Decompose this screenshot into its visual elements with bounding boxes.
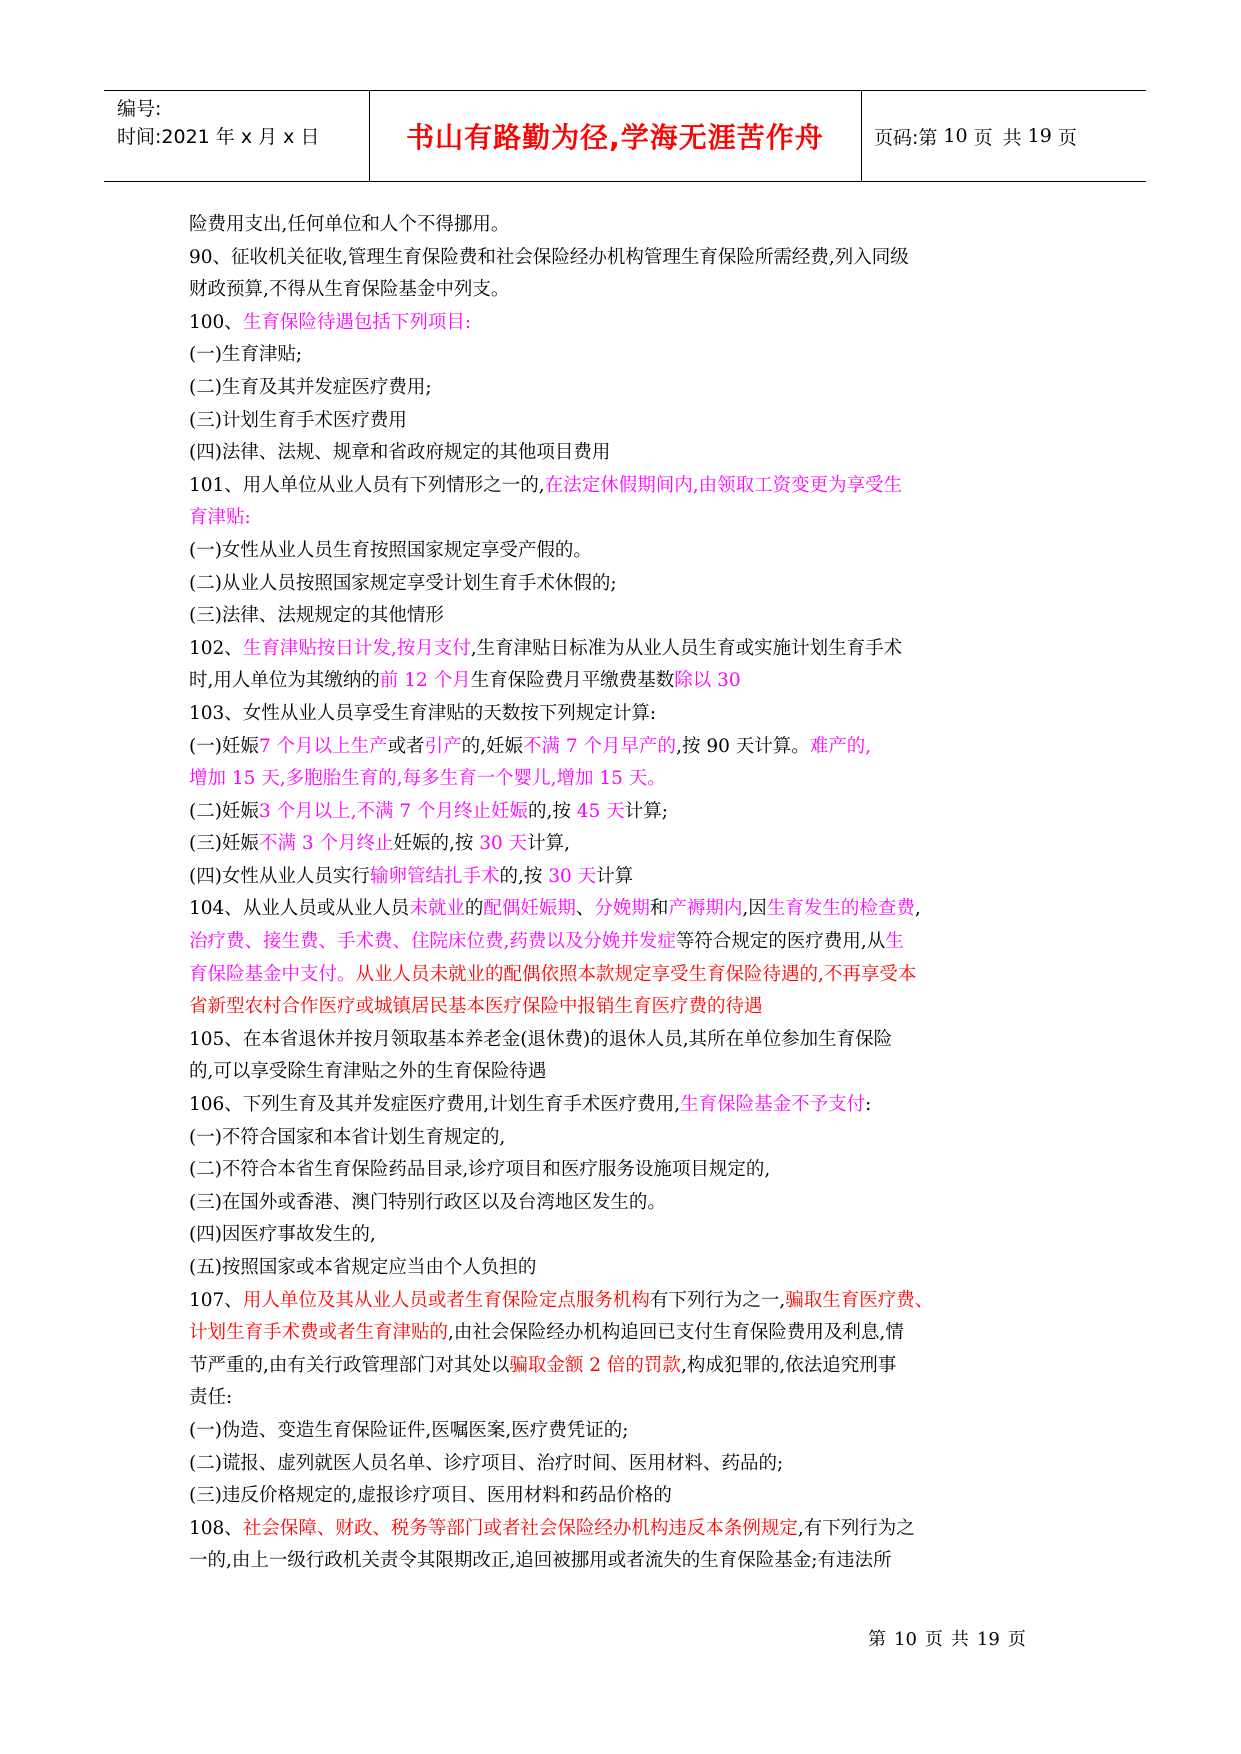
- text-line: [189, 1317, 1064, 1350]
- text-segment: 的: [464, 898, 484, 920]
- text-line: [189, 991, 1064, 1024]
- text-line: [189, 1448, 1064, 1481]
- text-segment: (三)计划生育手术医疗费用: [189, 409, 407, 431]
- text-segment: ,按 90 天计算。: [676, 735, 810, 757]
- highlighted-text: 生: [885, 931, 904, 953]
- text-line: [189, 274, 1064, 307]
- text-segment: (二)生育及其并发症医疗费用;: [189, 376, 432, 398]
- text-segment: (四)因医疗事故发生的,: [189, 1224, 376, 1246]
- highlighted-text: 治疗费、接生费、手术费、住院床位费,药费以及分娩并发症: [189, 931, 676, 953]
- text-segment: (四)女性从业人员实行: [189, 865, 370, 887]
- text-line: [189, 600, 1064, 633]
- highlighted-text: 除以 30: [674, 670, 741, 692]
- highlighted-text: 增加 15 天,多胞胎生育的,每多生育一个婴儿,增加 15 天。: [189, 768, 666, 790]
- text-line: [189, 1154, 1064, 1187]
- footer-mid: 页: [924, 1629, 943, 1650]
- footer-current: 10: [894, 1629, 917, 1650]
- text-line: [189, 1480, 1064, 1513]
- text-line: [189, 1285, 1064, 1318]
- text-segment: 107、: [189, 1289, 243, 1311]
- highlighted-text: 分娩期: [594, 898, 650, 920]
- text-segment: 的,按: [499, 865, 549, 887]
- text-line: [189, 959, 1064, 992]
- highlighted-text: 从业人员未就业的配偶依照本款规定享受生育保险待遇的,不再享受本: [355, 963, 917, 985]
- text-segment: 或者: [387, 735, 425, 757]
- text-line: [189, 372, 1064, 405]
- text-segment: (三)违反价格规定的,虚报诊疗项目、医用材料和药品价格的: [189, 1485, 672, 1507]
- footer-total-prefix: 共: [950, 1629, 969, 1650]
- text-segment: ,: [914, 898, 921, 920]
- text-segment: 险费用支出,任何单位和人个不得挪用。: [189, 214, 510, 235]
- document-time-label: 时间:2021 年 x 月 x 日: [117, 126, 320, 148]
- highlighted-text: 省新型农村合作医疗或城镇居民基本医疗保险中报销生育医疗费的待遇: [189, 996, 763, 1018]
- text-segment: ,因: [742, 898, 767, 920]
- header-divider-right: [861, 91, 862, 181]
- text-segment: 有下列行为之一,: [649, 1289, 786, 1311]
- highlighted-text: 骗取金额 2 倍的罚款: [509, 1354, 681, 1376]
- text-segment: (五)按照国家或本省规定应当由个人负担的: [189, 1257, 537, 1278]
- text-segment: 90、征收机关征收,管理生育保险费和社会保险经办机构管理生育保险所需经费,列入同级: [189, 246, 909, 268]
- highlighted-text: 生育保险待遇包括下列项目:: [242, 311, 472, 333]
- text-line: [189, 1187, 1064, 1220]
- text-segment: 103、女性从业人员享受生育津贴的天数按下列规定计算:: [189, 702, 657, 724]
- text-line: [189, 1219, 1064, 1252]
- text-segment: (二)妊娠: [189, 800, 259, 822]
- footer-prefix: 第: [868, 1629, 886, 1650]
- highlighted-text: 配偶妊娠期: [483, 898, 576, 920]
- page-footer: [868, 1625, 1034, 1651]
- header-motto: 书山有路勤为径,学海无涯苦作舟: [406, 121, 824, 154]
- text-line: [189, 242, 1064, 275]
- text-segment: 108、: [189, 1517, 243, 1539]
- text-line: [189, 1350, 1064, 1383]
- text-line: [189, 926, 1064, 959]
- text-segment: 财政预算,不得从生育保险基金中列支。: [189, 279, 510, 301]
- highlighted-text: 3 个月以上,不满 7 个月终止妊娠: [258, 800, 529, 822]
- text-segment: 104、从业人员或从业人员: [189, 898, 410, 920]
- highlighted-text: 输卵管结扎手术: [369, 865, 500, 887]
- text-segment: 的,可以享受除生育津贴之外的生育保险待遇: [189, 1061, 547, 1083]
- highlighted-text: 难产的,: [809, 735, 872, 757]
- text-segment: :: [865, 1094, 872, 1116]
- text-segment: 101、用人单位从业人员有下列情形之一的,: [189, 474, 545, 496]
- highlighted-text: 30 天: [548, 865, 597, 887]
- text-segment: (三)妊娠: [189, 833, 259, 855]
- text-segment: 生育保险费月平缴费基数: [470, 670, 675, 692]
- text-line: [189, 1056, 1064, 1089]
- text-segment: ,构成犯罪的,依法追究刑事: [680, 1354, 897, 1376]
- text-line: [189, 828, 1064, 861]
- text-line: [189, 698, 1064, 731]
- document-header: [104, 90, 1146, 182]
- text-line: [189, 339, 1064, 372]
- text-line: [189, 502, 1064, 535]
- text-segment: 的,妊娠: [461, 735, 524, 757]
- text-segment: 时,用人单位为其缴纳的: [189, 670, 380, 692]
- highlighted-text: 生育津贴按日计发,按月支付: [242, 637, 471, 659]
- highlighted-text: 45 天: [576, 800, 625, 822]
- text-segment: 节严重的,由有关行政管理部门对其处以: [189, 1354, 510, 1376]
- text-segment: 106、下列生育及其并发症医疗费用,计划生育手术医疗费用,: [189, 1094, 681, 1116]
- highlighted-text: 生育保险基金不予支付: [680, 1094, 866, 1116]
- highlighted-text: 生育发生的检查费: [766, 898, 915, 920]
- highlighted-text: 在法定休假期间内,由领取工资变更为享受生: [544, 474, 903, 496]
- text-line: [189, 535, 1064, 568]
- text-line: [189, 307, 1064, 340]
- text-line: [189, 209, 1064, 242]
- document-number-label: 编号:: [117, 98, 162, 120]
- text-line: [189, 1415, 1064, 1448]
- text-segment: 一的,由上一级行政机关责令其限期改正,追回被挪用或者流失的生育保险基金;有违法所: [189, 1550, 892, 1572]
- highlighted-text: 育保险基金中支付。: [189, 963, 356, 985]
- text-segment: (一)伪造、变造生育保险证件,医嘱医案,医疗费凭证的;: [189, 1419, 629, 1441]
- header-meta: [117, 95, 367, 151]
- highlighted-text: 骗取生育医疗费、: [785, 1289, 934, 1311]
- page-total-prefix: 共: [1002, 126, 1022, 149]
- text-line: [189, 893, 1064, 926]
- document-body: [189, 209, 1064, 1578]
- text-line: [189, 1089, 1064, 1122]
- text-segment: 等符合规定的医疗费用,从: [675, 931, 886, 953]
- text-segment: (二)从业人员按照国家规定享受计划生育手术休假的;: [189, 572, 617, 594]
- text-line: [189, 470, 1064, 503]
- text-line: [189, 1252, 1064, 1285]
- text-line: [189, 1382, 1064, 1415]
- text-segment: 102、: [189, 637, 243, 659]
- text-segment: 的,按: [528, 800, 577, 822]
- text-segment: (一)不符合国家和本省计划生育规定的,: [189, 1126, 506, 1148]
- highlighted-text: 30 天: [479, 833, 528, 855]
- text-line: [189, 861, 1064, 894]
- text-segment: 计算: [596, 865, 634, 887]
- text-line: [189, 405, 1064, 438]
- highlighted-text: 育津贴:: [189, 507, 251, 529]
- text-segment: (三)法律、法规规定的其他情形: [189, 605, 444, 627]
- text-segment: (一)生育津贴;: [189, 344, 303, 366]
- text-segment: (三)在国外或香港、澳门特别行政区以及台湾地区发生的。: [189, 1191, 666, 1213]
- text-line: [189, 1122, 1064, 1155]
- text-segment: (一)女性从业人员生育按照国家规定享受产假的。: [189, 539, 592, 561]
- text-segment: 100、: [189, 311, 243, 333]
- highlighted-text: 7 个月以上生产: [258, 735, 388, 757]
- header-page-number: [874, 91, 1077, 181]
- highlighted-text: 引产: [424, 735, 462, 757]
- text-segment: (一)妊娠: [189, 735, 259, 757]
- highlighted-text: 前 12 个月: [379, 670, 471, 692]
- text-segment: ,生育津贴日标准为从业人员生育或实施计划生育手术: [470, 637, 903, 659]
- text-line: [189, 568, 1064, 601]
- text-segment: (二)谎报、虚列就医人员名单、诊疗项目、治疗时间、医用材料、药品的;: [189, 1452, 784, 1474]
- text-segment: 妊娠的,按: [393, 833, 480, 855]
- text-line: [189, 437, 1064, 470]
- text-line: [189, 633, 1064, 666]
- text-segment: ,有下列行为之: [797, 1517, 915, 1539]
- highlighted-text: 不满 3 个月终止: [258, 833, 394, 855]
- text-line: [189, 1545, 1064, 1578]
- highlighted-text: 社会保障、财政、税务等部门或者社会保险经办机构违反本条例规定: [242, 1517, 798, 1539]
- text-segment: (四)法律、法规、规章和省政府规定的其他项目费用: [189, 442, 611, 464]
- text-line: [189, 731, 1064, 764]
- highlighted-text: 未就业: [409, 898, 465, 920]
- page-mid: 页: [973, 126, 993, 149]
- text-segment: 和: [649, 898, 669, 920]
- page-label-prefix: 页码:第: [874, 126, 938, 149]
- text-segment: 计算;: [624, 800, 668, 822]
- text-segment: 105、在本省退休并按月领取基本养老金(退休费)的退休人员,其所在单位参加生育保险: [189, 1028, 893, 1050]
- text-line: [189, 1513, 1064, 1546]
- text-line: [189, 763, 1064, 796]
- text-line: [189, 796, 1064, 829]
- highlighted-text: 用人单位及其从业人员或者生育保险定点服务机构: [242, 1289, 650, 1311]
- page-suffix: 页: [1057, 126, 1077, 149]
- text-segment: 、: [575, 898, 595, 920]
- highlighted-text: 产褥期内: [668, 898, 743, 920]
- page-current: 10: [943, 125, 968, 147]
- footer-total: 19: [976, 1629, 1000, 1650]
- highlighted-text: 计划生育手术费或者生育津贴的: [189, 1322, 449, 1344]
- page-total: 19: [1027, 125, 1052, 147]
- text-segment: 计算,: [527, 833, 571, 855]
- footer-suffix: 页: [1007, 1629, 1026, 1650]
- text-segment: (二)不符合本省生育保险药品目录,诊疗项目和医疗服务设施项目规定的,: [189, 1159, 771, 1181]
- text-segment: ,由社会保险经办机构追回已支付生育保险费用及利息,情: [448, 1322, 904, 1344]
- text-line: [189, 1024, 1064, 1057]
- highlighted-text: 不满 7 个月早产的: [523, 735, 677, 757]
- text-segment: 责任:: [189, 1387, 233, 1409]
- text-line: [189, 665, 1064, 698]
